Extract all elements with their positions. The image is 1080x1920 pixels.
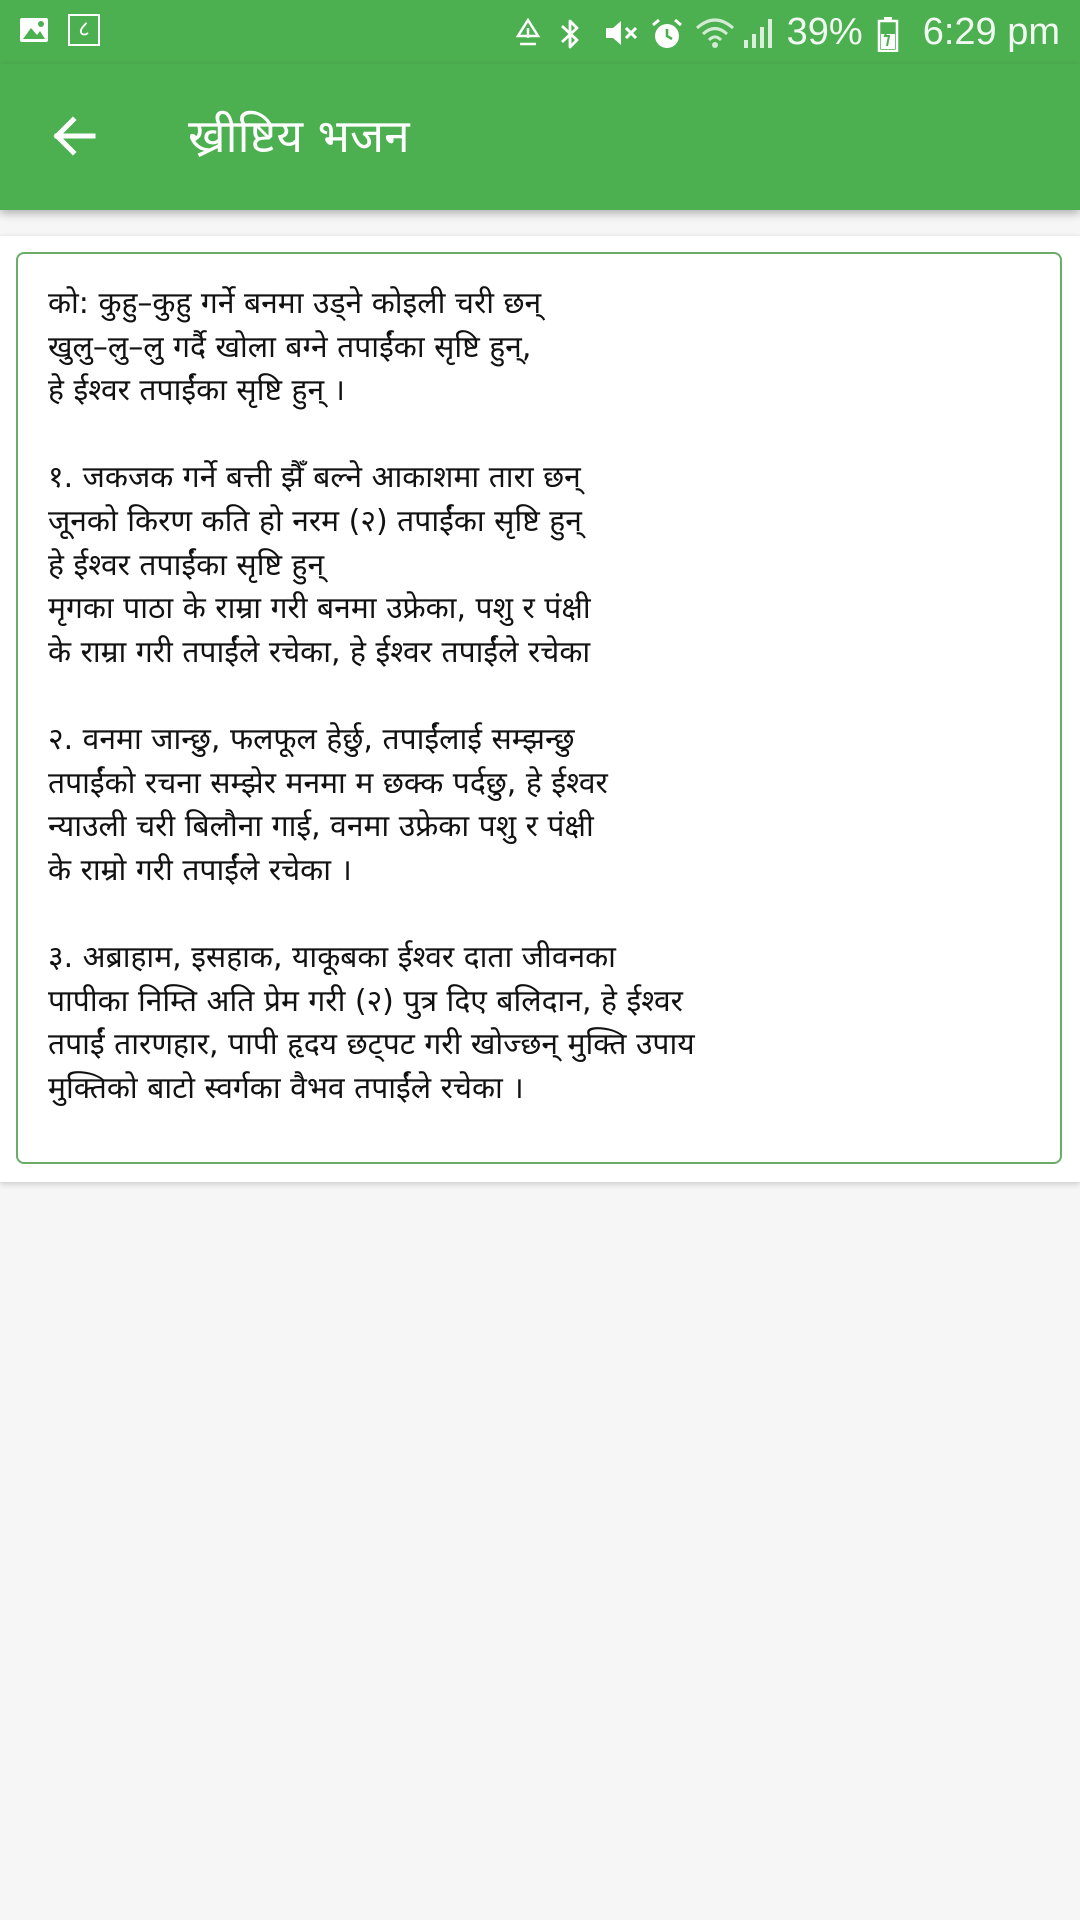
- status-bar: [0, 0, 1080, 64]
- app-bar: [0, 64, 1080, 210]
- battery-percent: 39%: [786, 11, 863, 53]
- bluetooth-icon: [557, 16, 589, 48]
- wifi-icon: [695, 16, 727, 48]
- battery-icon: [877, 16, 909, 48]
- lyric-line: ३. अब्राहाम, इसहाक, याकूबका ईश्वर दाता जीवनका: [48, 939, 616, 975]
- mute-icon: [603, 16, 635, 48]
- lyric-line: के राम्रा गरी तपाईंले रचेका, हे ईश्वर तपाईंले रचेका: [48, 634, 591, 670]
- clock-time: 6:29 pm: [922, 11, 1060, 53]
- lyric-line: न्याउली चरी बिलौना गाई, वनमा उफ्रेका पशु र पंक्षी: [48, 809, 594, 845]
- page-title: ख्रीष्टिय भजन: [188, 109, 410, 163]
- lyric-line: तपाईं तारणहार, पापी हृदय छट्पट गरी खोज्छन् मुक्ति उपाय: [48, 1027, 695, 1063]
- alarm-icon: [649, 16, 681, 48]
- lyric-line: पापीका निम्ति अति प्रेम गरी (२) पुत्र दिए बलिदान, हे ईश्वर: [48, 983, 683, 1019]
- lyric-line: जूनको किरण कति हो नरम (२) तपाईंका सृष्टि हुन्: [48, 503, 582, 539]
- song-card: [0, 236, 1080, 1182]
- back-button[interactable]: [36, 100, 112, 176]
- song-lyrics: [48, 282, 1028, 1110]
- arrow-left-icon: [49, 111, 99, 165]
- number-badge-icon: ८: [68, 14, 100, 46]
- lyric-line: [48, 892, 1028, 936]
- lyric-line: तपाईंको रचना सम्झेर मनमा म छक्क पर्दछु, हे ईश्वर: [48, 765, 608, 801]
- lyric-line: मुक्तिको बाटो स्वर्गका वैभव तपाईंले रचेका ।: [48, 1070, 524, 1106]
- lyric-line: [48, 413, 1028, 457]
- lyric-line: हे ईश्वर तपाईंका सृष्टि हुन्: [48, 547, 325, 583]
- image-icon: [18, 14, 50, 46]
- signal-icon: [741, 16, 773, 48]
- song-card-border: [16, 252, 1062, 1164]
- lyric-line: के राम्रो गरी तपाईंले रचेका ।: [48, 852, 352, 888]
- status-bar-right: [511, 8, 1060, 56]
- lyric-line: १. जकजक गर्ने बत्ती झैँ बल्ने आकाशमा तारा छन्: [48, 460, 581, 496]
- lyric-line: खुलु–लु–लु गर्दै खोला बग्ने तपाईंका सृष्टि हुन्,: [48, 329, 532, 365]
- lyric-line: हे ईश्वर तपाईंका सृष्टि हुन् ।: [48, 373, 346, 409]
- lyric-line: को: कुहु–कुहु गर्ने बनमा उड्ने कोइली चरी छन्: [48, 286, 542, 321]
- lyric-line: २. वनमा जान्छु, फलफूल हेर्छु, तपाईंलाई सम्झन्छु: [48, 721, 575, 757]
- lyric-line: [48, 674, 1028, 718]
- recycle-icon: [511, 16, 543, 48]
- lyric-line: मृगका पाठा के राम्रा गरी बनमा उफ्रेका, पशु र पंक्षी: [48, 591, 591, 627]
- status-bar-left: [18, 14, 100, 46]
